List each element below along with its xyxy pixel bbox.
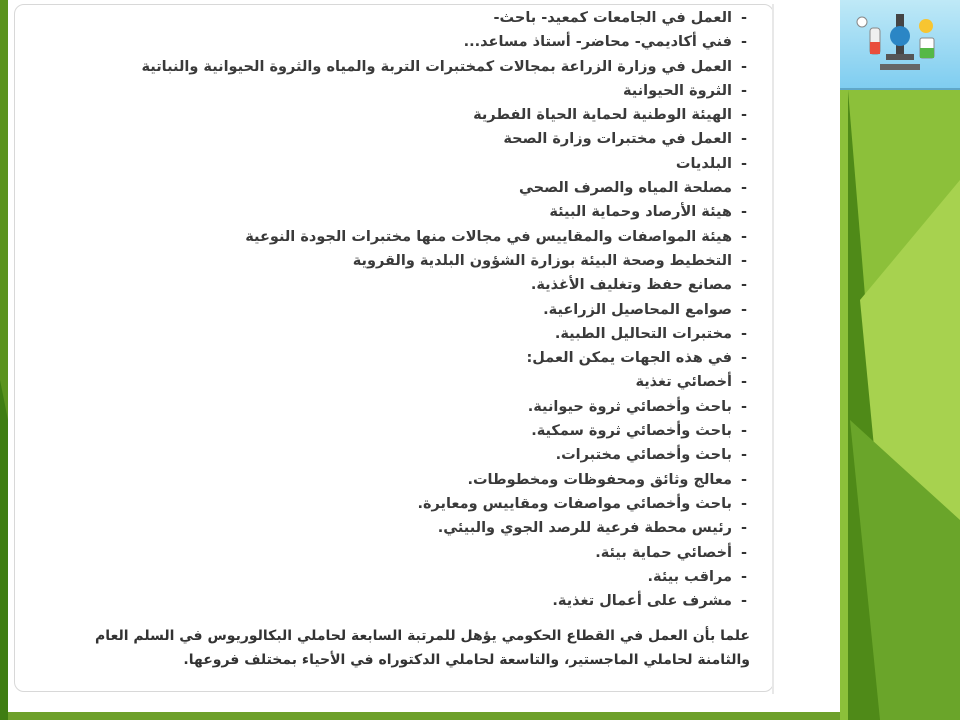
list-item: -مختبرات التحاليل الطبية. bbox=[136, 322, 756, 346]
bullet-dash: - bbox=[740, 58, 748, 75]
list-item: -مراقب بيئة. bbox=[136, 565, 756, 589]
list-item: -أخصائي حماية بيئة. bbox=[136, 541, 756, 565]
career-list bbox=[136, 6, 756, 613]
list-item: -صوامع المحاصيل الزراعية. bbox=[136, 298, 756, 322]
card-edge bbox=[772, 4, 774, 694]
note-line-1: علما بأن العمل في القطاع الحكومي يؤهل للمرتبة السابعة لحاملي البكالوريوس في السلم العام bbox=[95, 628, 750, 644]
bullet-dash: - bbox=[740, 398, 748, 415]
list-item: -مصانع حفظ وتغليف الأغذية. bbox=[136, 273, 756, 297]
bullet-dash: - bbox=[740, 34, 748, 51]
bullet-dash: - bbox=[740, 107, 748, 124]
bullet-dash: - bbox=[740, 495, 748, 512]
list-item: -البلديات bbox=[136, 152, 756, 176]
list-item: -الثروة الحيوانية bbox=[136, 79, 756, 103]
list-item: -باحث وأخصائي ثروة سمكية. bbox=[136, 419, 756, 443]
bullet-dash: - bbox=[740, 204, 748, 221]
bullet-dash: - bbox=[740, 325, 748, 342]
list-item: -أخصائي تغذية bbox=[136, 370, 756, 394]
bullet-dash: - bbox=[740, 10, 748, 26]
list-item: -العمل في الجامعات كمعيد- باحث- bbox=[136, 6, 756, 30]
list-item: -العمل في مختبرات وزارة الصحة bbox=[136, 127, 756, 151]
bullet-dash: - bbox=[740, 447, 748, 464]
bullet-dash: - bbox=[740, 180, 748, 197]
closing-note bbox=[20, 624, 750, 672]
list-item: -هيئة الأرصاد وحماية البيئة bbox=[136, 200, 756, 224]
bullet-dash: - bbox=[740, 131, 748, 148]
list-item: -معالج وثائق ومحفوظات ومخطوطات. bbox=[136, 468, 756, 492]
list-item: -باحث وأخصائي مختبرات. bbox=[136, 443, 756, 467]
bullet-dash: - bbox=[740, 520, 748, 537]
list-item: -هيئة المواصفات والمقاييس في مجالات منها مختبرات الجودة النوعية bbox=[136, 225, 756, 249]
bullet-dash: - bbox=[740, 544, 748, 561]
bullet-dash: - bbox=[740, 277, 748, 294]
list-item: -باحث وأخصائي مواصفات ومقاييس ومعايرة. bbox=[136, 492, 756, 516]
bullet-dash: - bbox=[740, 374, 748, 391]
bullet-dash: - bbox=[740, 301, 748, 318]
bullet-dash: - bbox=[740, 593, 748, 610]
list-item: -باحث وأخصائي ثروة حيوانية. bbox=[136, 395, 756, 419]
list-item: -التخطيط وصحة البيئة بوزارة الشؤون البلدية والقروية bbox=[136, 249, 756, 273]
list-item: -الهيئة الوطنية لحماية الحياة الفطرية bbox=[136, 103, 756, 127]
bullet-dash: - bbox=[740, 423, 748, 440]
frame-bottom-bar bbox=[8, 712, 840, 720]
list-item: -العمل في وزارة الزراعة بمجالات كمختبرات التربة والمياه والثروة الحيوانية والنباتية bbox=[136, 55, 756, 79]
science-logo-icon bbox=[840, 0, 960, 90]
bullet-dash: - bbox=[740, 568, 748, 585]
bullet-dash: - bbox=[740, 82, 748, 99]
list-item: -مصلحة المياه والصرف الصحي bbox=[136, 176, 756, 200]
list-item: -فني أكاديمي- محاضر- أستاذ مساعد... bbox=[136, 30, 756, 54]
note-line-2: والثامنة لحاملي الماجستير، والتاسعة لحاملي الدكتوراه في الأحياء بمختلف فروعها. bbox=[183, 652, 750, 668]
bullet-dash: - bbox=[740, 155, 748, 172]
bullet-dash: - bbox=[740, 350, 748, 367]
bullet-dash: - bbox=[740, 252, 748, 269]
list-item: -في هذه الجهات يمكن العمل: bbox=[136, 346, 756, 370]
list-item: -رئيس محطة فرعية للرصد الجوي والبيئي. bbox=[136, 516, 756, 540]
bullet-dash: - bbox=[740, 228, 748, 245]
list-item: -مشرف على أعمال تغذية. bbox=[136, 589, 756, 613]
bullet-dash: - bbox=[740, 471, 748, 488]
